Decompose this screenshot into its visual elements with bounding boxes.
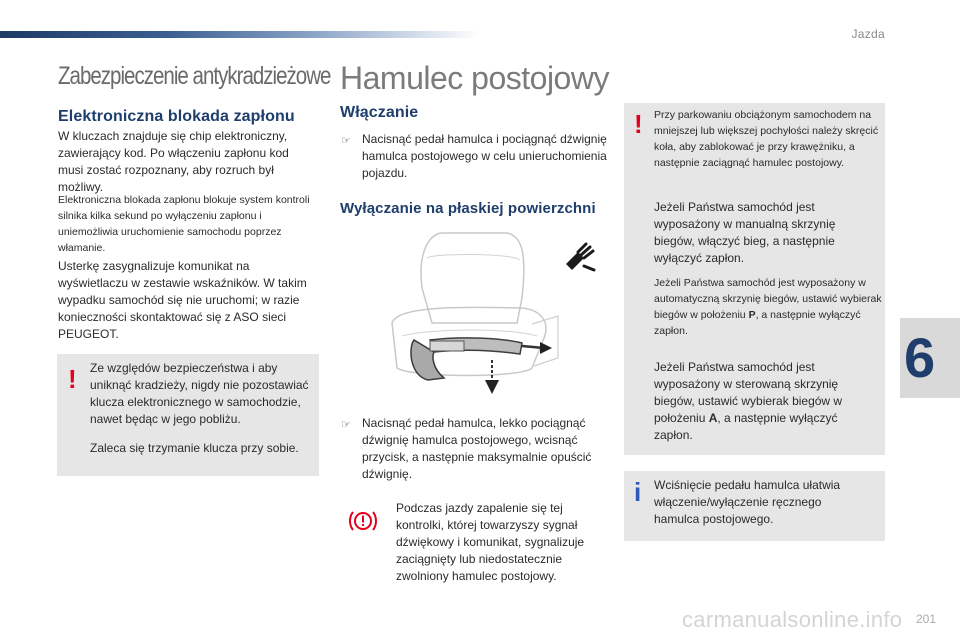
warning-icon: ! xyxy=(68,364,77,394)
immobiliser-para-1: W kluczach znajduje się chip elektroniczny, zawierający kod. Po włączeniu zapłonu kod musi zostać rozpoznany, aby rozruch był możliwy. xyxy=(58,129,289,194)
hand-lever-icon xyxy=(562,240,598,274)
warning-icon: ! xyxy=(634,109,643,139)
anti-theft-warning-box xyxy=(57,354,319,476)
brake-warning-lamp-icon xyxy=(348,508,378,534)
release-instruction: Nacisnąć pedał hamulca, lekko pociągnąć dźwignię hamulca postojowego, wcisnąć przycisk, a następnie maksymalnie opuścić dźwignię. xyxy=(362,416,592,481)
info-text: Wciśnięcie pedału hamulca ułatwia włączenie/wyłączenie ręcznego hamulca postojowego. xyxy=(654,478,841,526)
parking-warning-text-1: Przy parkowaniu obciążonym samochodem na mniejszej lub większej pochyłości należy skręcić koła, aby zablokować je przy krawężniku, a następnie zaciągnąć hamulec postojowy. xyxy=(654,109,879,169)
immobiliser-para-2: Elektroniczna blokada zapłonu blokuje system kontroli silnika kilka sekund po wyłączeniu zapłonu i uniemożliwia uruchomienie samochodu poprzez włamanie. xyxy=(58,194,310,254)
chapter-number: 6 xyxy=(904,326,936,389)
bullet-marker-icon: ☞ xyxy=(341,419,351,431)
warning-text-2: Zaleca się trzymanie klucza przy sobie. xyxy=(90,441,299,455)
anti-theft-title: Zabezpieczenie antykradzieżowe xyxy=(58,62,331,90)
parking-brake-lever-illustration xyxy=(372,228,562,396)
info-icon: i xyxy=(634,477,642,507)
parking-warning-box xyxy=(624,103,885,455)
parking-brake-title: Hamulec postojowy xyxy=(340,60,609,96)
immobiliser-heading: Elektroniczna blokada zapłonu xyxy=(58,108,295,125)
parking-warning-manual: Jeżeli Państwa samochód jest wyposażony w manualną skrzynię biegów, włączyć bieg, a następnie wyłączyć zapłon. xyxy=(654,200,836,265)
chapter-tab xyxy=(900,318,960,398)
engage-instruction: Nacisnąć pedał hamulca i pociągnąć dźwignię hamulca postojowego w celu unieruchomienia pojazdu. xyxy=(362,132,607,180)
bullet-marker-icon: ☞ xyxy=(341,135,351,147)
engage-heading: Włączanie xyxy=(340,104,419,121)
header-gradient-bar xyxy=(0,31,480,38)
warning-text-1: Ze względów bezpieczeństwa i aby uniknąć kradzieży, nigdy nie pozostawiać klucza elektronicznego w samochodzie, nawet będąc w jego pobliżu. xyxy=(90,361,309,426)
parking-warning-sequential: Jeżeli Państwa samochód jest wyposażony w sterowaną skrzynię biegów, ustawić wybierak biegów w położeniu A, a następnie wyłączyć zapłon. xyxy=(654,360,843,442)
section-name: Jazda xyxy=(851,27,885,41)
watermark: carmanualsonline.info xyxy=(682,607,903,632)
brake-alert-text: Podczas jazdy zapalenie się tej kontrolki, której towarzyszy sygnał dźwiękowy i komunikat, sygnalizuje zaciągnięty lub niedostatecznie zwolniony hamulec postojowy. xyxy=(396,501,585,583)
release-heading: Wyłączanie na płaskiej powierzchni xyxy=(340,200,596,217)
page-number: 201 xyxy=(915,612,936,626)
info-box xyxy=(624,471,885,541)
parking-warning-automatic: Jeżeli Państwa samochód jest wyposażony w automatyczną skrzynię biegów, ustawić wybierak biegów w położeniu P, a następnie wyłączyć zapłon. xyxy=(654,277,882,337)
immobiliser-para-3: Usterkę zasygnalizuje komunikat na wyświetlaczu w zestawie wskaźników. W takim wypadku samochód się nie uruchomi; w razie konieczności skontaktować się z ASO sieci PEUGEOT. xyxy=(58,259,307,341)
